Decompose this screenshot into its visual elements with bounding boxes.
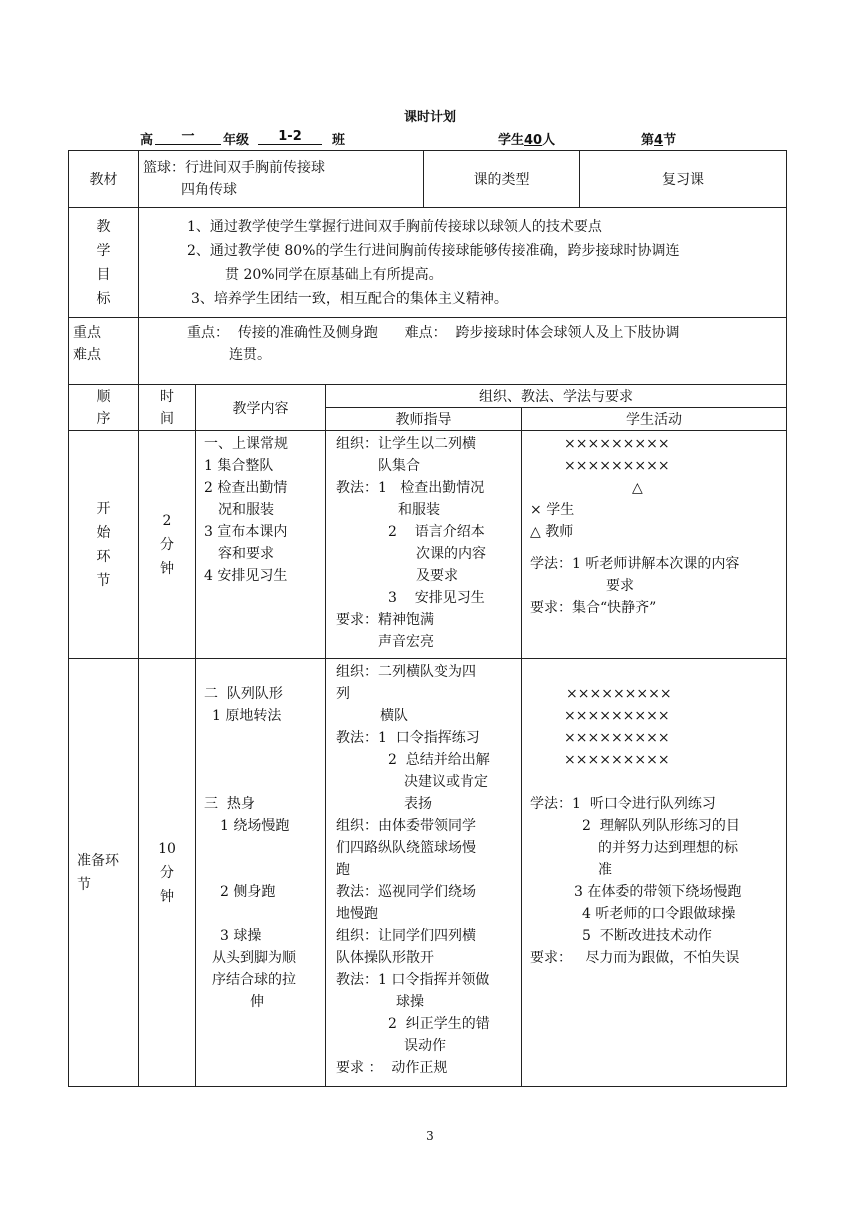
grade-field xyxy=(155,129,221,145)
stage-char: 节 xyxy=(96,572,111,589)
content-line: 3 球操 xyxy=(220,928,262,944)
teacher-line: 球操 xyxy=(396,994,424,1010)
objectives-label-char: 目 xyxy=(96,266,111,283)
stage-char: 环 xyxy=(96,548,111,565)
order-header xyxy=(69,385,139,431)
teacher-line: 跑 xyxy=(336,862,350,878)
time-char: 钟 xyxy=(160,560,174,577)
lesson-suffix: 节 xyxy=(663,133,677,148)
section-start-stage xyxy=(69,431,139,659)
time-header-char: 间 xyxy=(160,410,174,427)
content-line: 伸 xyxy=(250,994,264,1010)
section-prep-stage xyxy=(69,659,139,1087)
prep-stage-label: 准备环节 xyxy=(77,852,119,893)
teacher-line: 教法：1 检查出勤情况 xyxy=(336,480,485,496)
student-line: 的并努力达到理想的标 xyxy=(598,840,739,856)
section-prep-teacher xyxy=(326,659,522,1087)
section-start-student xyxy=(522,431,787,659)
grade-prefix: 高 xyxy=(140,133,154,148)
objective-item: 3、培养学生团结一致，相互配合的集体主义精神。 xyxy=(191,290,508,307)
objectives-label xyxy=(69,208,139,318)
content-line: 从头到脚为顺 xyxy=(212,950,296,966)
content-line: 三 热身 xyxy=(204,796,255,812)
teacher-line: 教法：1 口令指挥并领做 xyxy=(336,972,490,988)
teacher-line: 次课的内容 xyxy=(416,546,486,562)
table-header-row xyxy=(69,385,787,408)
order-header-char: 序 xyxy=(96,410,111,427)
lesson-info xyxy=(641,129,676,148)
stage-char: 开 xyxy=(96,500,111,517)
teacher-line: 要求 ： 动作正规 xyxy=(336,1060,448,1076)
time-char: 2 xyxy=(162,512,172,529)
section-start-time xyxy=(139,431,196,659)
students-prefix: 学生 xyxy=(498,133,525,148)
formation-row: ××××××××× xyxy=(564,752,670,768)
student-line: 2 理解队列队形练习的目 xyxy=(582,818,740,834)
time-char: 分 xyxy=(160,536,174,553)
keypoints-cell xyxy=(139,318,787,385)
keypoints-line-1: 重点： 传接的准确性及侧身跑 难点： 跨步接球时体会球领人及上下肢协调 xyxy=(187,325,680,341)
formation-row: ××××××××× xyxy=(564,708,670,724)
section-prep-student xyxy=(522,659,787,1087)
student-line: 要求： 尽力而为跟做，不怕失误 xyxy=(530,950,740,966)
teacher-line: 们四路纵队绕篮球场慢 xyxy=(336,840,476,856)
material-line-2: 四角传球 xyxy=(181,182,237,198)
teacher-line: 要求：精神饱满 xyxy=(336,612,434,628)
lesson-value: 4 xyxy=(654,133,664,148)
teacher-line: 队集合 xyxy=(378,458,420,474)
lesson-type-value: 复习课 xyxy=(580,151,787,208)
page-title: 课时计划 xyxy=(403,110,456,125)
time-char: 10 xyxy=(158,840,176,857)
students-info xyxy=(498,129,555,148)
spacer xyxy=(196,837,325,881)
legend-student: × 学生 xyxy=(530,502,575,518)
teacher-line: 列 xyxy=(336,686,350,702)
section-start-row xyxy=(69,431,787,659)
formation-row: ××××××××× xyxy=(564,436,670,452)
spacer xyxy=(522,771,786,793)
teacher-line: 及要求 xyxy=(416,568,458,584)
objective-item: 贯 20%同学在原基础上有所提高。 xyxy=(225,266,443,283)
students-value: 40 xyxy=(524,133,543,148)
teacher-line: 决建议或肯定 xyxy=(404,774,488,790)
keypoints-label-line-2: 难点 xyxy=(73,347,101,363)
student-line: 学法：1 听口令进行队列练习 xyxy=(530,796,716,812)
org-header: 组织、教法、学法与要求 xyxy=(326,385,787,408)
lesson-plan-table xyxy=(68,150,787,1087)
teacher-line: 组织：让同学们四列横 xyxy=(336,928,476,944)
teacher-position-mark: △ xyxy=(632,480,643,496)
section-prep-row xyxy=(69,659,787,1087)
student-method-line: 要求 xyxy=(606,578,635,594)
student-header: 学生活动 xyxy=(522,408,787,431)
teacher-line: 2 语言介绍本 xyxy=(388,524,485,540)
teacher-line: 横队 xyxy=(380,708,408,724)
objective-item: 1、通过教学使学生掌握行进间双手胸前传接球以球领人的技术要点 xyxy=(187,218,602,235)
teacher-line: 误动作 xyxy=(404,1038,446,1054)
legend-teacher: △ 教师 xyxy=(530,524,574,540)
objectives-row xyxy=(69,208,787,318)
spacer xyxy=(196,727,325,793)
objectives-cell xyxy=(139,208,787,318)
content-header: 教学内容 xyxy=(196,385,326,431)
content-line: 4 安排见习生 xyxy=(204,568,288,584)
section-prep-content xyxy=(196,659,326,1087)
section-start-content xyxy=(196,431,326,659)
teacher-line: 教法：1 口令指挥练习 xyxy=(336,730,480,746)
student-method-line: 学法：1 听老师讲解本次课的内容 xyxy=(530,556,740,572)
content-line: 2 侧身跑 xyxy=(220,884,276,900)
section-prep-time xyxy=(139,659,196,1087)
lesson-prefix: 第 xyxy=(641,133,655,148)
teacher-line: 和服装 xyxy=(398,502,440,518)
grade-label: 年级 xyxy=(223,133,250,148)
material-label: 教材 xyxy=(69,151,139,208)
stage-char: 始 xyxy=(96,524,111,541)
page-number: 3 xyxy=(426,1129,434,1143)
keypoints-label-line-1: 重点 xyxy=(73,325,101,341)
teacher-line: 地慢跑 xyxy=(336,906,378,922)
material-row xyxy=(69,151,787,208)
teacher-header: 教师指导 xyxy=(326,408,522,431)
teacher-line: 3 安排见习生 xyxy=(388,590,485,606)
content-line: 3 宣布本课内 xyxy=(204,524,288,540)
teacher-line: 组织：二列横队变为四 xyxy=(336,664,476,680)
time-header xyxy=(139,385,196,431)
time-char: 钟 xyxy=(160,888,174,905)
class-value: 1-2 xyxy=(258,130,322,145)
keypoints-row xyxy=(69,318,787,385)
teacher-line: 2 纠正学生的错 xyxy=(388,1016,490,1032)
time-header-char: 时 xyxy=(160,388,174,405)
formation-row: ××××××××× xyxy=(566,686,672,702)
objectives-label-char: 标 xyxy=(96,290,111,307)
lesson-type-label: 课的类型 xyxy=(424,151,580,208)
formation-row: ××××××××× xyxy=(564,730,670,746)
student-line: 准 xyxy=(598,862,613,878)
content-line: 序结合球的拉 xyxy=(212,972,296,988)
student-line: 3 在体委的带领下绕场慢跑 xyxy=(574,884,742,900)
content-line: 1 原地转法 xyxy=(212,708,282,724)
class-label: 班 xyxy=(332,133,346,148)
content-line: 一、上课常规 xyxy=(204,436,288,452)
content-line: 二 队列队形 xyxy=(204,686,283,702)
time-char: 分 xyxy=(160,864,174,881)
content-line: 容和要求 xyxy=(218,546,274,562)
keypoints-line-2: 连贯。 xyxy=(229,347,271,363)
formation-row: ××××××××× xyxy=(564,458,670,474)
teacher-line: 表扬 xyxy=(404,796,432,812)
order-header-char: 顺 xyxy=(96,388,111,405)
grade-value: 一 xyxy=(155,130,221,145)
teacher-line: 教法：巡视同学们绕场 xyxy=(336,884,476,900)
content-line: 1 集合整队 xyxy=(204,458,274,474)
spacer xyxy=(196,903,325,925)
material-line-1: 篮球：行进间双手胸前传接球 xyxy=(143,160,325,176)
teacher-line: 声音宏亮 xyxy=(378,634,434,650)
objective-item: 2、通过教学使 80%的学生行进间胸前传接球能够传接准确，跨步接球时协调连 xyxy=(187,242,680,259)
objectives-label-char: 学 xyxy=(96,242,111,259)
teacher-line: 队体操队形散开 xyxy=(336,950,434,966)
spacer xyxy=(522,543,786,553)
teacher-line: 组织：由体委带领同学 xyxy=(336,818,476,834)
students-suffix: 人 xyxy=(542,133,556,148)
student-line: 4 听老师的口令跟做球操 xyxy=(582,906,736,922)
content-line: 1 绕场慢跑 xyxy=(220,818,290,834)
content-line: 况和服装 xyxy=(218,502,274,518)
class-field xyxy=(258,129,322,145)
teacher-line: 组织：让学生以二列横 xyxy=(336,436,476,452)
objectives-label-char: 教 xyxy=(96,218,111,235)
section-start-teacher xyxy=(326,431,522,659)
keypoints-label xyxy=(69,318,139,385)
teacher-line: 2 总结并给出解 xyxy=(388,752,490,768)
content-line: 2 检查出勤情 xyxy=(204,480,288,496)
student-requirement: 要求：集合“快静齐” xyxy=(530,600,657,616)
material-cell xyxy=(139,151,424,208)
student-line: 5 不断改进技术动作 xyxy=(582,928,712,944)
